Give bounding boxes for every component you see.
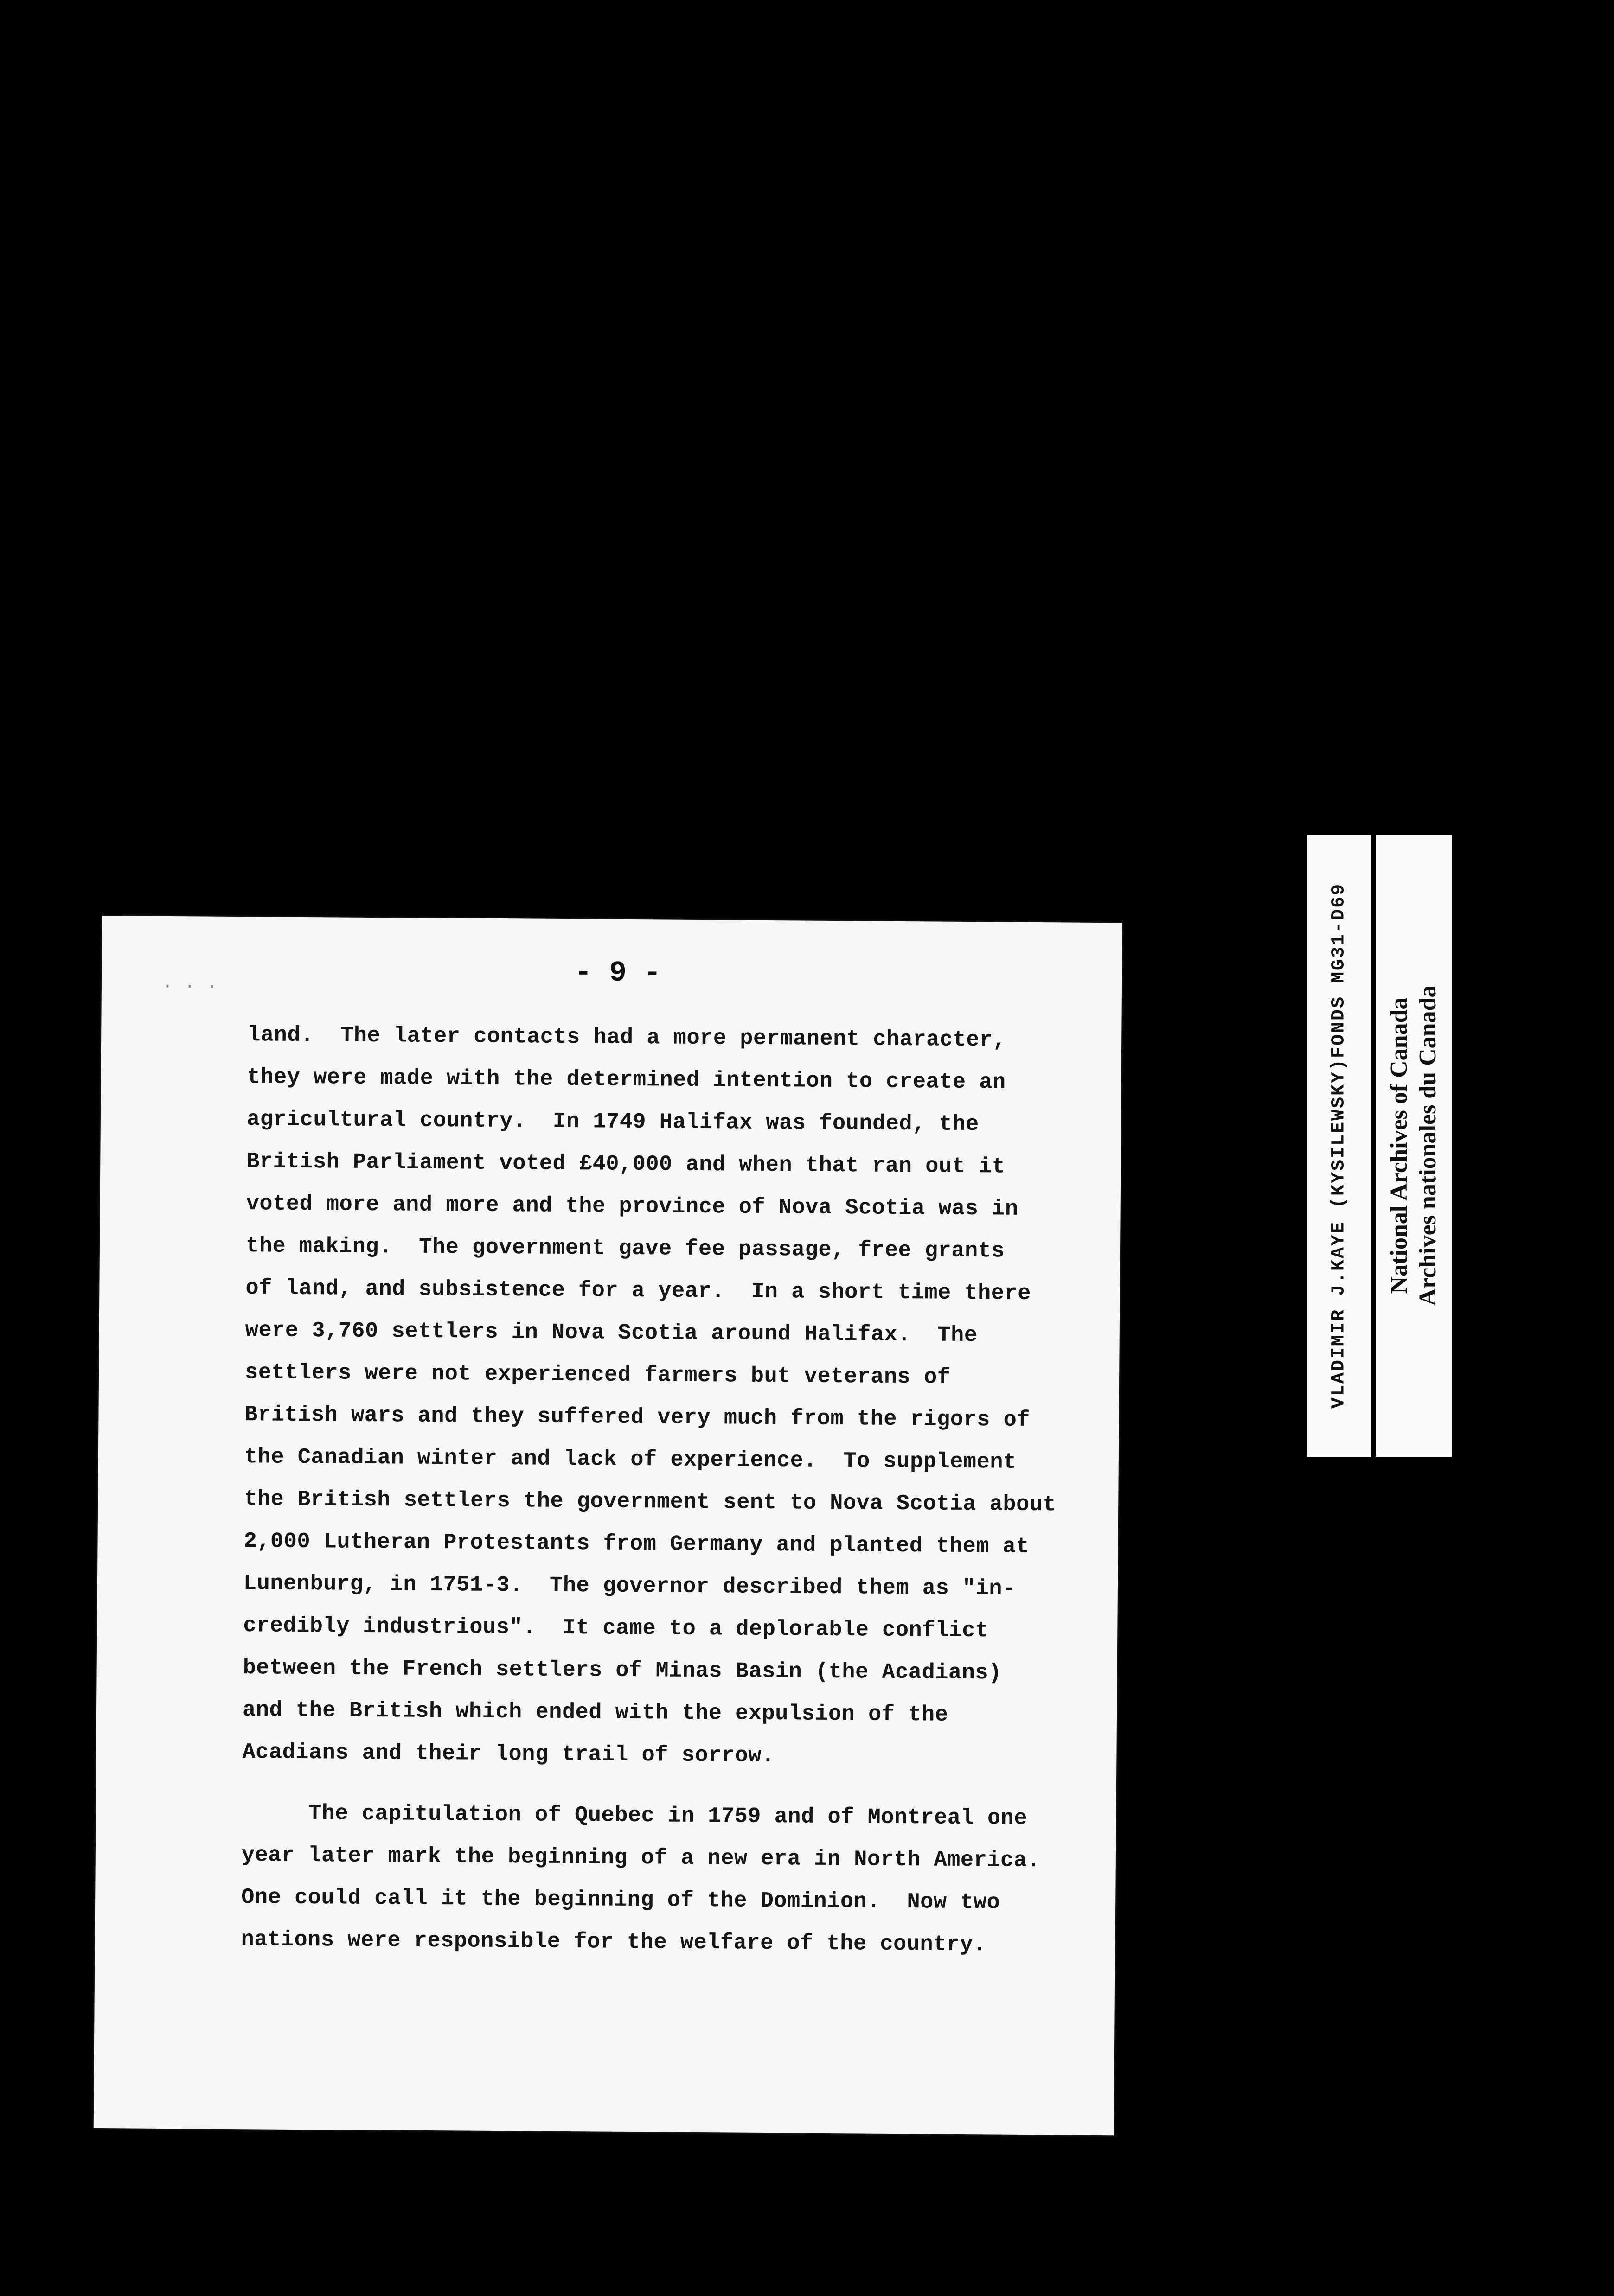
text-line: Lunenburg, in 1751-3. The governor described them as "in- bbox=[243, 1571, 1016, 1601]
text-line: voted more and more and the province of Nova Scotia was in bbox=[246, 1192, 1018, 1222]
fonds-reference-panel bbox=[1307, 835, 1371, 1457]
document-page bbox=[94, 916, 1122, 2135]
institution-names bbox=[1385, 985, 1442, 1306]
fonds-reference: VLADIMIR J.KAYE (KYSILEWSKY)FONDS MG31-D69 bbox=[1328, 882, 1350, 1409]
text-line: settlers were not experienced farmers but veterans of bbox=[244, 1360, 951, 1390]
page-number: - 9 - bbox=[574, 956, 661, 990]
text-line: were 3,760 settlers in Nova Scotia around Halifax. The bbox=[245, 1318, 978, 1348]
text-line: the Canadian winter and lack of experience. To supplement bbox=[244, 1445, 1017, 1475]
institution-name-fr: Archives nationales du Canada bbox=[1415, 985, 1441, 1306]
text-line: year later mark the beginning of a new era in North America. bbox=[241, 1843, 1041, 1874]
text-line: between the French settlers of Minas Basin (the Acadians) bbox=[243, 1656, 1002, 1686]
text-line: they were made with the determined intention to create an bbox=[247, 1065, 1006, 1095]
text-line: British Parliament voted £40,000 and when that ran out it bbox=[246, 1149, 1006, 1180]
text-line: agricultural country. In 1749 Halifax was founded, the bbox=[246, 1107, 979, 1137]
text-line: the British settlers the government sent to Nova Scotia about bbox=[244, 1487, 1057, 1518]
archive-label bbox=[1307, 835, 1452, 1457]
text-line: land. The later contacts had a more permanent character, bbox=[247, 1023, 1006, 1053]
institution-name-en: National Archives of Canada bbox=[1386, 997, 1412, 1294]
text-line: The capitulation of Quebec in 1759 and of Montreal one bbox=[242, 1801, 1028, 1831]
text-line: nations were responsible for the welfare of the country. bbox=[241, 1927, 987, 1958]
text-line: the making. The government gave fee passage, free grants bbox=[245, 1234, 1005, 1264]
text-line: Acadians and their long trail of sorrow. bbox=[242, 1740, 775, 1769]
text-line: credibly industrious". It came to a deplorable conflict bbox=[243, 1614, 989, 1644]
institution-panel bbox=[1376, 835, 1452, 1457]
text-line: One could call it the beginning of the Dominion. Now two bbox=[241, 1885, 1000, 1915]
text-line: British wars and they suffered very much from the rigors of bbox=[244, 1403, 1031, 1433]
text-line: 2,000 Lutheran Protestants from Germany and planted them at bbox=[243, 1529, 1030, 1559]
body-text bbox=[241, 1014, 1128, 1967]
stray-marks: · · · bbox=[161, 976, 218, 998]
text-line: and the British which ended with the expulsion of the bbox=[242, 1698, 948, 1728]
text-line: of land, and subsistence for a year. In a short time there bbox=[245, 1276, 1031, 1307]
